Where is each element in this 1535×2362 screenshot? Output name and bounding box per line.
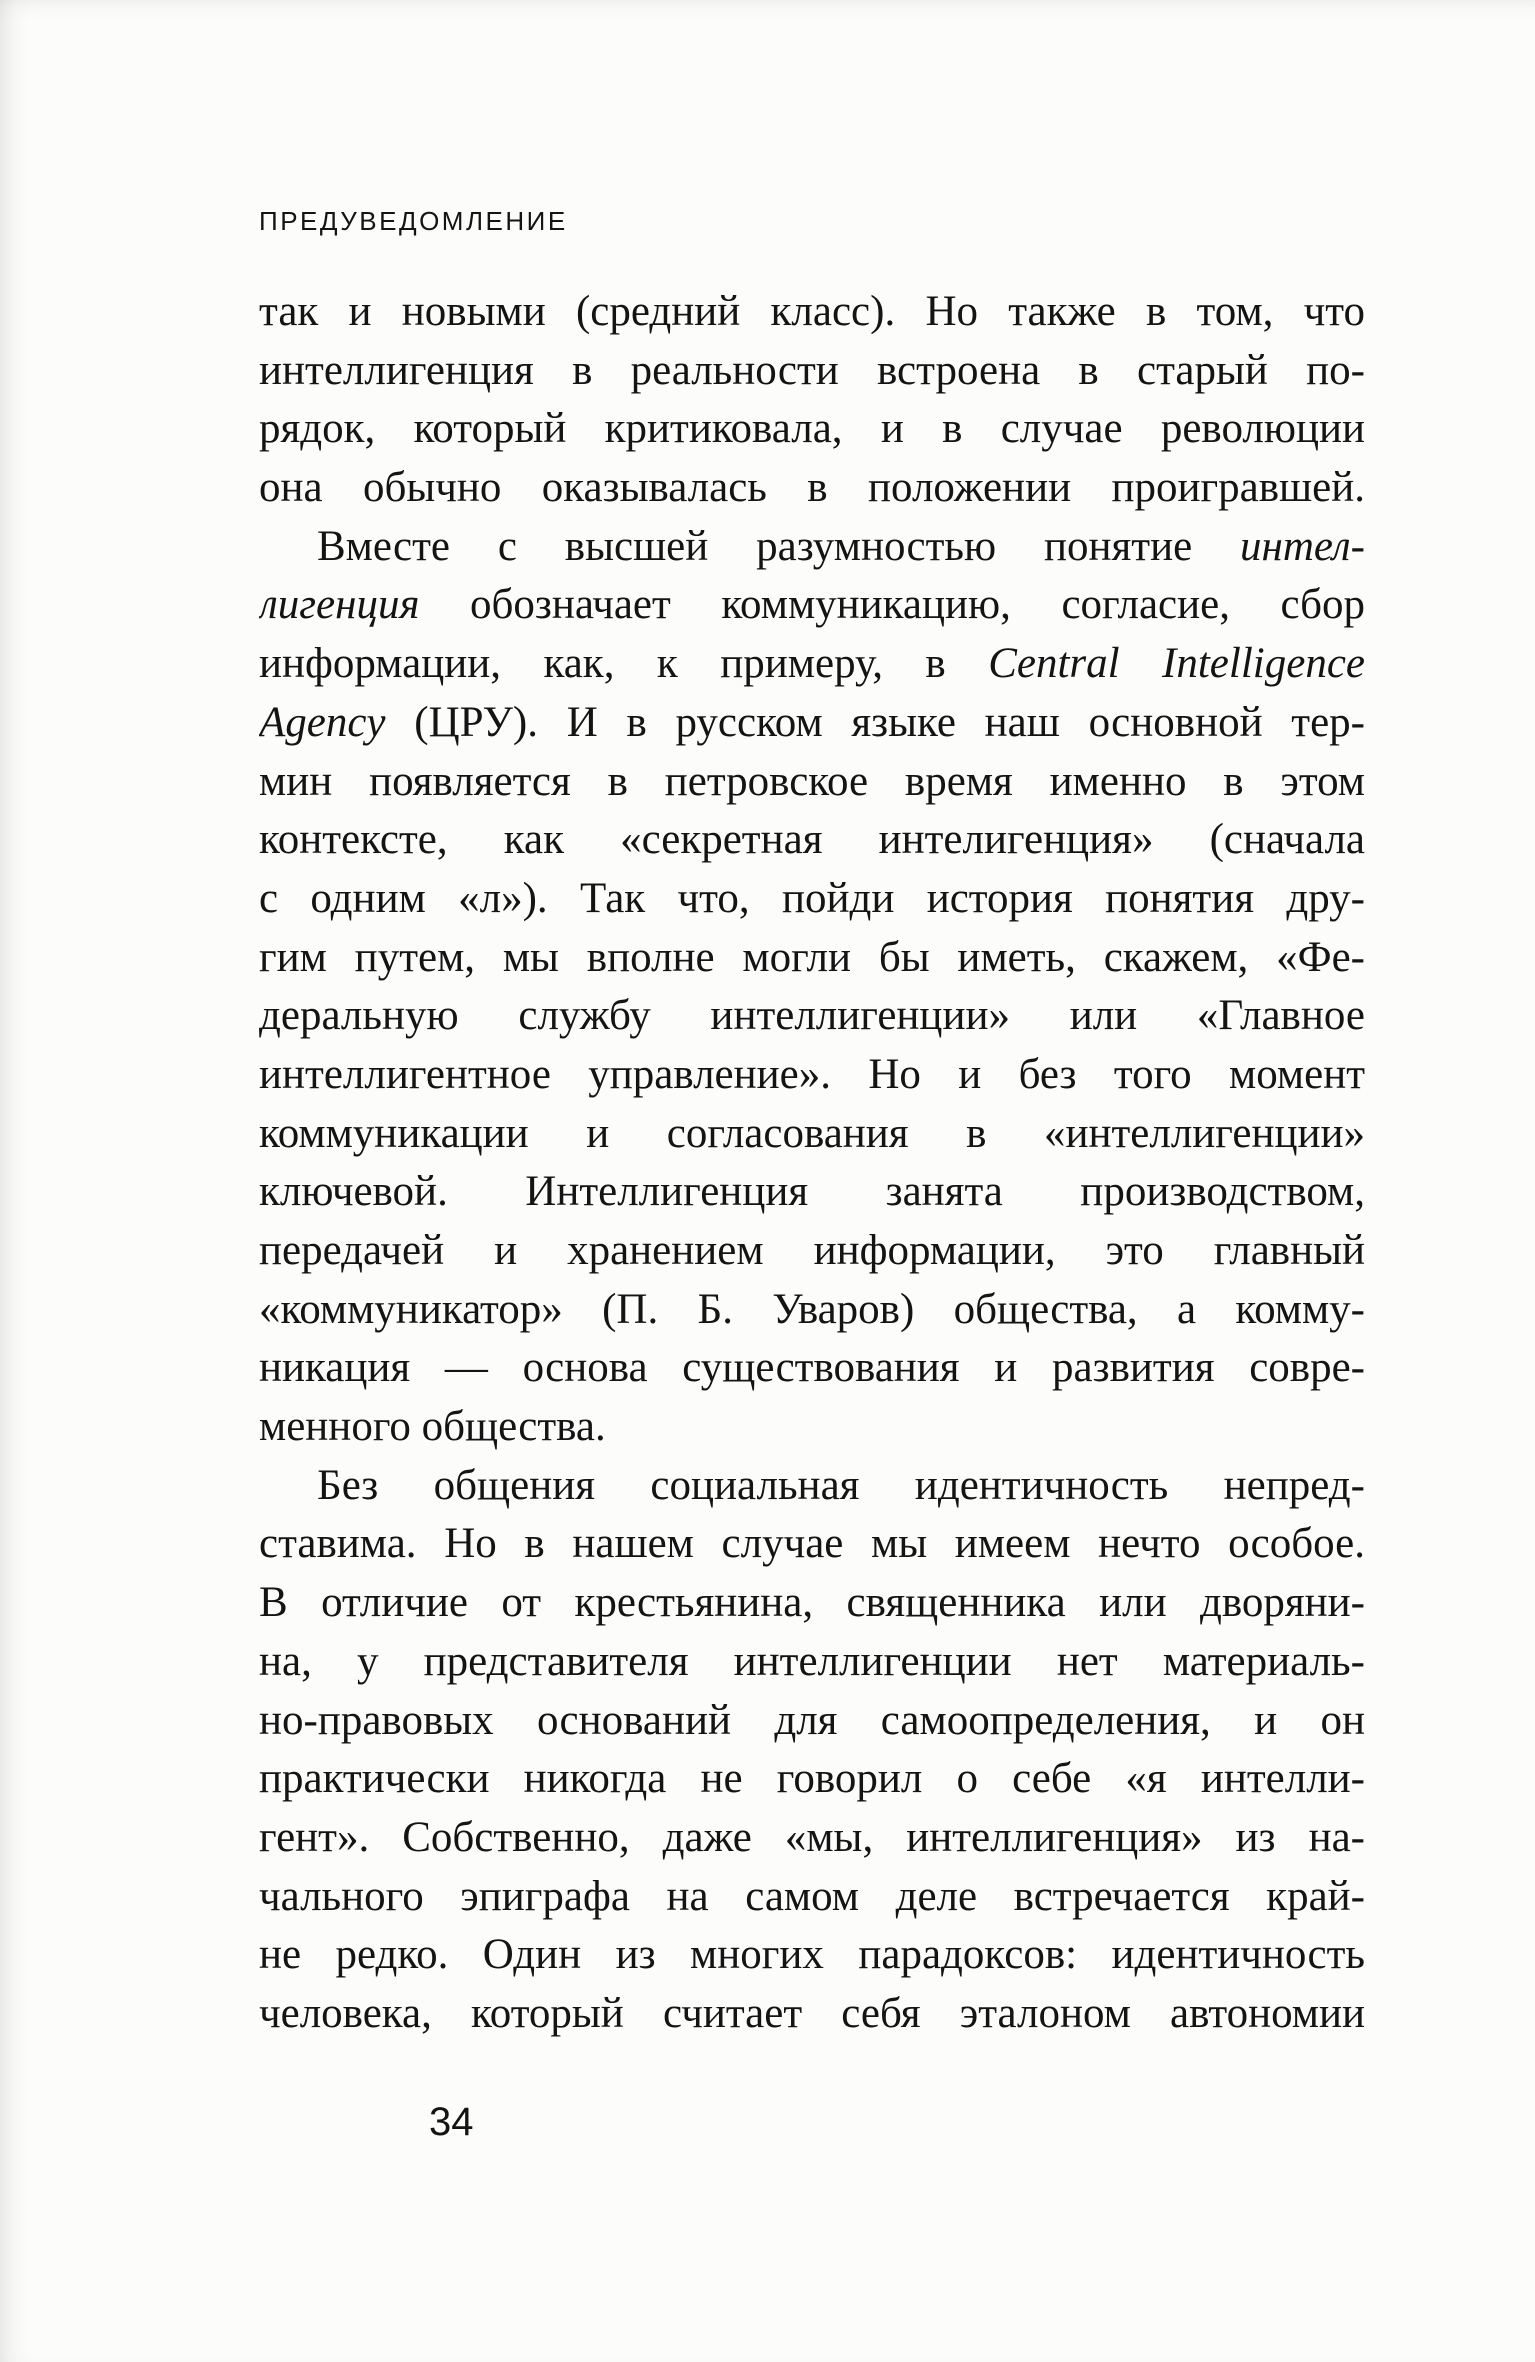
text-line <box>259 1163 1365 1222</box>
text-segment: практически никогда не говорил о себе «я интелли- <box>259 1755 1365 1803</box>
text-line <box>259 1750 1365 1809</box>
page-number: 34 <box>429 2100 474 2144</box>
text-line <box>259 1046 1365 1105</box>
running-header: ПРЕДУВЕДОМЛЕНИЕ <box>259 206 568 236</box>
text-line <box>259 1809 1365 1868</box>
text-line <box>259 459 1365 518</box>
text-segment: обозначает коммуникацию, согласие, сбор <box>419 581 1365 629</box>
text-line <box>259 870 1365 929</box>
italic-text-segment: интел- <box>1240 522 1365 570</box>
text-line <box>259 1339 1365 1398</box>
text-segment: контексте, как «секретная интелигенция» (сначала <box>259 816 1365 864</box>
text-segment: коммуникации и согласования в «интеллигенции» <box>259 1109 1365 1157</box>
text-line <box>259 1398 1365 1457</box>
text-line <box>259 1633 1365 1692</box>
text-line <box>259 1868 1365 1927</box>
text-line <box>259 1281 1365 1340</box>
text-segment: Без общения социальная идентичность непред- <box>317 1461 1365 1509</box>
text-segment: но-правовых оснований для самоопределения, и он <box>259 1696 1365 1744</box>
text-line <box>259 987 1365 1046</box>
text-segment: гим путем, мы вполне могли бы иметь, скажем, «Фе- <box>259 933 1365 981</box>
text-line <box>259 576 1365 635</box>
text-line <box>259 1926 1365 1985</box>
text-line <box>259 929 1365 988</box>
text-line <box>259 694 1365 753</box>
text-segment: так и новыми (средний класс). Но также в том, что <box>259 288 1365 335</box>
text-segment: менного общества. <box>259 1403 606 1451</box>
text-segment: «коммуникатор» (П. Б. Уваров) общества, а комму- <box>259 1285 1365 1333</box>
body-text <box>259 283 1365 2044</box>
text-segment: человека, который считает себя эталоном автономии <box>259 1989 1365 2037</box>
text-segment: рядок, который критиковала, и в случае революции <box>259 405 1365 453</box>
text-line <box>259 635 1365 694</box>
text-segment: передачей и хранением информации, это главный <box>259 1227 1365 1274</box>
text-segment: (ЦРУ). И в русском языке наш основной тер- <box>385 698 1365 746</box>
italic-text-segment: лигенция <box>259 581 420 629</box>
text-line <box>259 1105 1365 1164</box>
text-segment: ставима. Но в нашем случае мы имеем нечто особое. <box>259 1520 1365 1568</box>
text-segment: мин появляется в петровское время именно в этом <box>259 757 1365 805</box>
text-segment: ключевой. Интеллигенция занята производством, <box>259 1168 1365 1216</box>
text-segment: деральную службу интеллигенции» или «Главное <box>259 992 1365 1040</box>
text-line <box>259 283 1365 342</box>
text-line <box>259 518 1365 577</box>
text-line <box>259 342 1365 401</box>
text-segment: интеллигентное управление». Но и без того момент <box>259 1050 1365 1098</box>
text-segment: с одним «л»). Так что, пойди история понятия дру- <box>259 874 1365 922</box>
text-segment: Вместе с высшей разумностью понятие <box>317 522 1241 570</box>
text-segment: информации, как, к примеру, в <box>259 640 989 688</box>
text-segment: она обычно оказывалась в положении проигравшей. <box>259 464 1365 512</box>
text-line <box>259 1457 1365 1516</box>
text-segment: интеллигенция в реальности встроена в старый по- <box>259 346 1365 394</box>
text-line <box>259 1692 1365 1751</box>
text-line <box>259 1985 1365 2044</box>
italic-text-segment: Agency <box>259 698 386 746</box>
text-segment: никация — основа существования и развития совре- <box>259 1344 1365 1392</box>
text-line <box>259 753 1365 812</box>
text-segment: гент». Собственно, даже «мы, интеллигенция» из на- <box>259 1813 1365 1861</box>
text-segment: чального эпиграфа на самом деле встречается край- <box>259 1872 1365 1920</box>
italic-text-segment: Central Intelligence <box>988 640 1365 688</box>
text-line <box>259 1222 1365 1281</box>
text-line <box>259 400 1365 459</box>
text-line <box>259 1515 1365 1574</box>
text-segment: не редко. Один из многих парадоксов: идентичность <box>259 1931 1365 1979</box>
text-segment: на, у представителя интеллигенции нет материаль- <box>259 1637 1365 1685</box>
text-segment: В отличие от крестьянина, священника или дворяни- <box>259 1579 1365 1627</box>
text-line <box>259 1574 1365 1633</box>
text-line <box>259 811 1365 870</box>
